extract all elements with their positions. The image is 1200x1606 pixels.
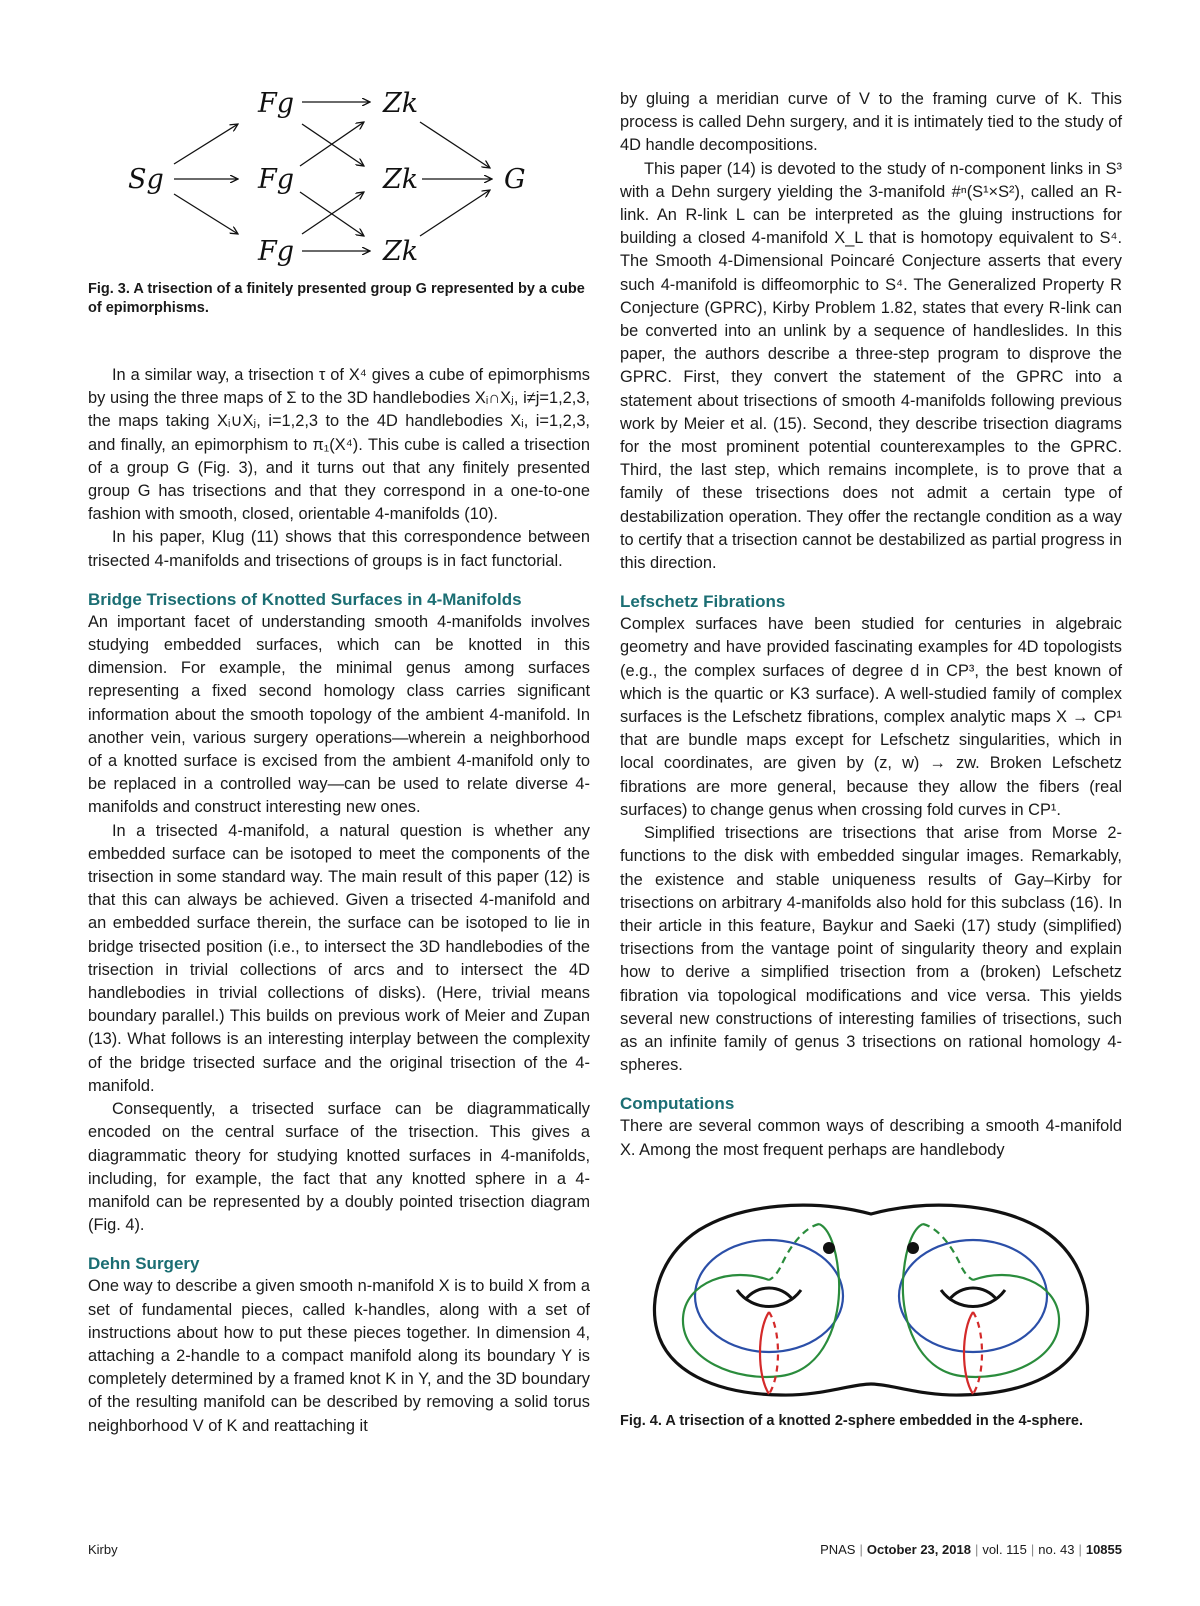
hole-right-upper [949, 1288, 997, 1300]
green-curve-right [903, 1224, 1059, 1377]
node-s: Sg [128, 164, 164, 195]
node-f-mid: Fg [258, 164, 295, 195]
right-paragraph-1: by gluing a meridian curve of V to the framing curve of K. This process is called Dehn surgery, and it is intimately tied to the study of 4D handle decompositions. [620, 90, 1122, 155]
right-paragraph-2: This paper (14) is devoted to the study of n-component links in S³ with a Dehn surgery yielding the 3-manifold #ⁿ(S¹×S²), called an R-link. An R-link L can be interpreted as the gluing instructions for building a closed 4-manifold X_L that is homotopy equivalent to S⁴. The Smooth 4-Dimensional Poincaré Conjecture asserts that every such 4-manifold is diffeomorphic to S⁴. The Generalized Property R Conjecture (GPRC), Kirby Problem 1.82, states that every R-link can be converted into an unlink by a sequence of handleslides. In this paper, the authors describe a three-step program to disprove the GPRC. First, they convert the statement of the GPRC into a statement about trisections of smooth 4-manifolds following previous work by Meier et al. (15). Second, they describe trisection diagrams for the most prominent potential counterexamples to the GPRC. Third, the last step, which remains incomplete, is to prove that a family of these trisections does not admit a certain type of destabilization operation. They offer the rectangle condition as a way to certify that a trisection cannot be destabilized as partial progress in this direction. [620, 159, 1123, 573]
section-heading-dehn-surgery: Dehn Surgery [88, 1254, 200, 1274]
left-paragraph-2: In his paper, Klug (11) shows that this correspondence between trisected 4-manifolds and trisections of groups is in fact functorial. [88, 528, 590, 570]
hole-left-upper [745, 1288, 793, 1300]
node-z-bot: Zk [383, 236, 419, 267]
fig4-diagram [641, 1200, 1101, 1400]
blue-curve-left [695, 1240, 843, 1352]
base-point-right [907, 1242, 919, 1254]
node-z-top: Zk [383, 88, 419, 119]
fig4-caption: Fig. 4. A trisection of a knotted 2-sphere embedded in the 4-sphere. [620, 1412, 1084, 1429]
footer-volume: vol. 115 [982, 1542, 1027, 1557]
arrow-ftop-zmid [302, 124, 364, 166]
right-column [620, 88, 1122, 1431]
right-paragraph-4: Simplified trisections are trisections that arise from Morse 2-functions to the disk with embedded singular images. Remarkably, the existence and stable uniqueness results of Gay–Kirby for trisections on arbitrary 4-manifolds also hold for this subclass (16). In their article in this feature, Baykur and Saeki (17) study (simplified) trisections from the vantage point of singularity theory and explain how to derive a simplified trisection from a (broken) Lefschetz fibration via topological modifications and vice versa. This yields several new constructions of interesting families of trisections, such as an infinite family of genus 3 trisections on rational homology 4-spheres. [620, 824, 1122, 1075]
right-paragraph-5: There are several common ways of describing a smooth 4-manifold X. Among the most frequent perhaps are handlebody [620, 1117, 1122, 1159]
arrow-zbot-g [420, 190, 490, 236]
section-heading-bridge-trisections: Bridge Trisections of Knotted Surfaces in 4-Manifolds [88, 589, 522, 609]
left-paragraph-1: In a similar way, a trisection τ of X⁴ gives a cube of epimorphisms by using the three maps of Σ to the 3D handlebodies Xᵢ∩Xⱼ, i≠j=1,2,3, the maps taking Xᵢ∪Xⱼ, i=1,2,3 to the 4D handlebodies Xᵢ, i=1,2,3, and finally, an epimorphism to π₁(X⁴). This cube is called a trisection of a group G (Fig. 3), and it turns out that any finitely presented group G has trisections and that they correspond in a one-to-one fashion with smooth, closed, orientable 4-manifolds (10). [88, 366, 590, 524]
blue-curve-right [899, 1240, 1047, 1352]
node-f-bot: Fg [258, 236, 295, 267]
right-paragraph-3: Complex surfaces have been studied for centuries in algebraic geometry and have provided fascinating examples for 4D topologists (e.g., the complex surfaces of degree d in CP³, the best known of which is the quartic or K3 surface). A well-studied family of complex surfaces is the Lefschetz fibrations, complex analytic maps X → CP¹ that are bundle maps except for Lefschetz singularities, which in local coordinates, are given by (z, w) → zw. Broken Lefschetz fibrations are more general, because they allow the fibers (real surfaces) to change genus when crossing fold curves in CP¹. [620, 615, 1122, 819]
footer-issue: no. 43 [1038, 1542, 1075, 1557]
arrow-fbot-zmid [302, 192, 364, 234]
node-g: G [504, 164, 526, 195]
fig3-diagram [88, 88, 590, 278]
left-paragraph-4: In a trisected 4-manifold, a natural question is whether any embedded surface can be isotoped to meet the components of the trisection in some standard way. The main result of this paper (12) is that this can always be achieved. Given a trisected 4-manifold and an embedded surface therein, the surface can be isotoped to lie in bridge trisected position (i.e., to intersect the 3D handlebodies of the trisection in trivial collections of arcs and to intersect the 4D handlebodies in trivial collections of disks). (Here, trivial means boundary parallel.) This builds on previous work of Meier and Zupan (13). What follows is an interesting interplay between the complexity of the bridge trisected surface and the original trisection of the 4-manifold. [88, 821, 590, 1095]
left-paragraph-3: An important facet of understanding smooth 4-manifolds involves studying embedded surfaces, which can be knotted in this dimension. For example, the minimal genus among surfaces representing a fixed second homology class carries significant information about the smooth topology of the ambient 4-manifold. In another vein, various surgery operations—wherein a neighborhood of a knotted surface is excised from the ambient 4-manifold only to be replaced in a controlled way—can be used to relate diverse 4-manifolds and construct interesting new ones. [88, 612, 590, 817]
section-heading-computations: Computations [620, 1094, 735, 1114]
arrow-s-ftop [174, 124, 238, 164]
footer-date: October 23, 2018 [866, 1542, 971, 1557]
left-column [88, 88, 590, 1438]
arrow-s-fbot [174, 194, 238, 234]
footer-page: 10855 [1085, 1542, 1122, 1557]
footer-citation: PNAS | October 23, 2018 | vol. 115 | no. 43 | 10855 [820, 1542, 1122, 1557]
base-point-left [823, 1242, 835, 1254]
node-f-top: Fg [258, 88, 295, 119]
footer-author: Kirby [88, 1542, 118, 1557]
left-paragraph-6: One way to describe a given smooth n-manifold X is to build X from a set of fundamental pieces, called k-handles, along with a set of instructions about how to put these pieces together. In dimension 4, attaching a 2-handle to a compact manifold along its boundary Y is completely determined by a framed knot K in Y, and the 3D boundary of the resulting manifold can be described by removing a solid torus neighborhood V of K and reattaching it [88, 1277, 590, 1435]
arrow-ztop-g [420, 122, 490, 168]
node-z-mid: Zk [383, 164, 419, 195]
green-curve-left-dashed [769, 1224, 819, 1280]
left-paragraph-5: Consequently, a trisected surface can be diagrammatically encoded on the central surface of the trisection. This gives a diagrammatic theory for studying knotted surfaces in 4-manifolds, including, for example, the fact that any knotted sphere in a 4-manifold can be represented by a doubly pointed trisection diagram (Fig. 4). [88, 1100, 590, 1235]
footer-journal: PNAS [820, 1542, 856, 1557]
green-curve-right-dashed [923, 1224, 973, 1280]
fig3-caption: Fig. 3. A trisection of a finitely presented group G represented by a cube of epimorphisms. [88, 281, 585, 316]
section-heading-lefschetz: Lefschetz Fibrations [620, 592, 786, 612]
